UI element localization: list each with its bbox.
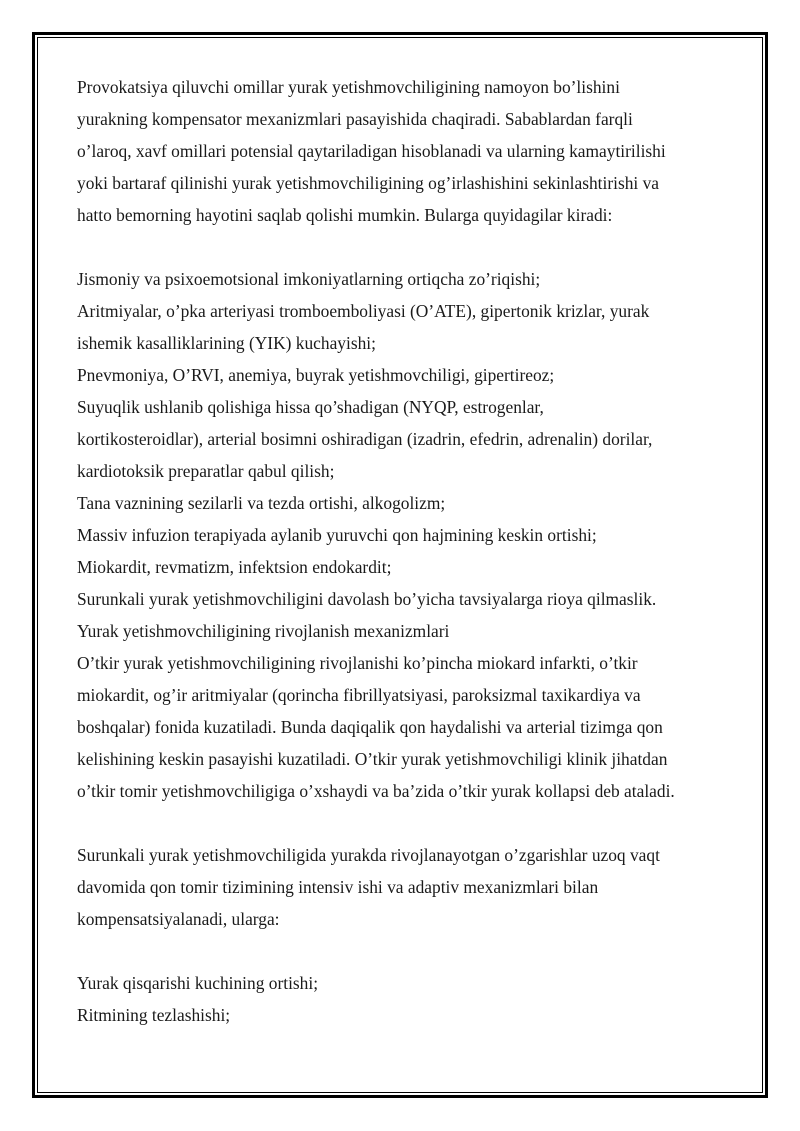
text-line: Tana vaznining sezilarli va tezda ortishi, alkogolizm; <box>77 493 446 513</box>
text-line: O’tkir yurak yetishmovchiligining rivojlanishi ko’pincha miokard infarkti, o’tkir <box>77 653 638 673</box>
paragraph-gap <box>77 935 737 967</box>
text-line: Massiv infuzion terapiyada aylanib yuruvchi qon hajmining keskin ortishi; <box>77 525 597 545</box>
text-line: kompensatsiyalanadi, ularga: <box>77 909 280 929</box>
text-line: Aritmiyalar, o’pka arteriyasi tromboemboliyasi (O’ATE), gipertonik krizlar, yurak <box>77 301 650 321</box>
paragraph-gap <box>77 231 737 263</box>
text-line: Surunkali yurak yetishmovchiligini davolash bo’yicha tavsiyalarga rioya qilmaslik. <box>77 589 657 609</box>
chronic-paragraph <box>77 839 737 935</box>
text-line: Jismoniy va psixoemotsional imkoniyatlarning ortiqcha zo’riqishi; <box>77 269 541 289</box>
text-line: Suyuqlik ushlanib qolishiga hissa qo’shadigan (NYQP, estrogenlar, <box>77 397 544 417</box>
text-line: yurakning kompensator mexanizmlari pasayishida chaqiradi. Sabablardan farqli <box>77 109 633 129</box>
text-line: o’laroq, xavf omillari potensial qaytariladigan hisoblanadi va ularning kamaytirilishi <box>77 141 666 161</box>
document-body <box>77 71 737 1031</box>
text-line: Miokardit, revmatizm, infektsion endokardit; <box>77 557 392 577</box>
text-line: yoki bartaraf qilinishi yurak yetishmovchiligining og’irlashishini sekinlashtirishi va <box>77 173 660 193</box>
text-line: miokardit, og’ir aritmiyalar (qorincha fibrillyatsiyasi, paroksizmal taxikardiya va <box>77 685 641 705</box>
intro-paragraph <box>77 71 737 231</box>
text-line: Surunkali yurak yetishmovchiligida yurakda rivojlanayotgan o’zgarishlar uzoq vaqt <box>77 845 660 865</box>
text-line: ishemik kasalliklarining (YIK) kuchayishi; <box>77 333 376 353</box>
text-line: davomida qon tomir tizimining intensiv ishi va adaptiv mexanizmlari bilan <box>77 877 599 897</box>
text-line: hatto bemorning hayotini saqlab qolishi mumkin. Bularga quyidagilar kiradi: <box>77 205 613 225</box>
text-line: Ritmining tezlashishi; <box>77 1005 231 1025</box>
text-line: Provokatsiya qiluvchi omillar yurak yetishmovchiligining namoyon bo’lishini <box>77 77 620 97</box>
paragraph-gap <box>77 807 737 839</box>
text-line: kardiotoksik preparatlar qabul qilish; <box>77 461 335 481</box>
compensation-mechanisms-list <box>77 967 737 1031</box>
text-line: Pnevmoniya, O’RVI, anemiya, buyrak yetishmovchiligi, gipertireoz; <box>77 365 555 385</box>
provoking-factors-list <box>77 263 737 807</box>
text-line: Yurak qisqarishi kuchining ortishi; <box>77 973 319 993</box>
text-line: kelishining keskin pasayishi kuzatiladi. O’tkir yurak yetishmovchiligi klinik jihatdan <box>77 749 668 769</box>
text-line: kortikosteroidlar), arterial bosimni oshiradigan (izadrin, efedrin, adrenalin) dorilar, <box>77 429 653 449</box>
text-line: boshqalar) fonida kuzatiladi. Bunda daqiqalik qon haydalishi va arterial tizimga qon <box>77 717 663 737</box>
text-line: o’tkir tomir yetishmovchiligiga o’xshaydi va ba’zida o’tkir yurak kollapsi deb ataladi. <box>77 781 675 801</box>
section-heading: Yurak yetishmovchiligining rivojlanish mexanizmlari <box>77 621 450 641</box>
